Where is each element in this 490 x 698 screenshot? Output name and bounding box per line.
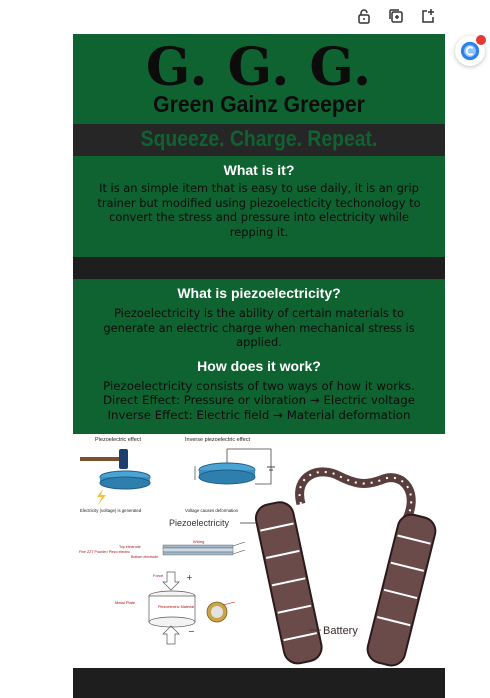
wiring-label: Wiring (193, 539, 205, 544)
hero-banner (73, 34, 445, 124)
battery-label: Battery (323, 625, 358, 637)
product-name: Green Gainz Greeper (153, 91, 365, 117)
force-arrow-icon (163, 572, 179, 590)
share-button[interactable] (418, 6, 438, 26)
duplicate-button[interactable] (386, 6, 406, 26)
what-is-it-section (73, 156, 445, 257)
layer-label: Top electrode (119, 545, 141, 549)
section-title: What is piezoelectricity? (177, 285, 341, 301)
layer-label: Bottom electrode (131, 555, 159, 559)
notification-badge (476, 35, 486, 45)
force-label: Force (153, 573, 164, 578)
how-line: Direct Effect: Pressure or vibration → Electric voltage (102, 393, 416, 407)
how-line: Inverse Effect: Electric field → Material deformation (107, 407, 411, 422)
direct-effect-label: Piezoelectric effect (95, 437, 142, 443)
how-line: Piezoelectricity consists of two ways of how it works. (103, 378, 415, 393)
inverse-caption: Voltage causes deformation (185, 508, 239, 513)
poster[interactable] (73, 34, 445, 698)
svg-text:+: + (186, 573, 193, 582)
inverse-effect-label: Inverse piezoelectric effect (185, 437, 251, 443)
lightning-icon (97, 489, 106, 505)
hammer-head-icon (119, 449, 128, 469)
spring-coil-icon (300, 472, 412, 526)
assistant-button[interactable] (455, 36, 485, 66)
tagline: Squeeze. Charge. Repeat. (140, 126, 378, 151)
piezo-diagram (73, 434, 445, 668)
svg-text:−: − (188, 627, 195, 636)
piezoelectricity-label: Piezoelectricity (169, 518, 230, 528)
poster-footer (73, 668, 445, 698)
material-label: Piezoelectric Material (158, 605, 195, 609)
metal-plate-label: Metal Plate (115, 600, 136, 605)
direct-caption: Electricity (voltage) is generated (80, 508, 142, 513)
grip-trainer-image (253, 472, 438, 668)
logo-text: G. G. G. (145, 37, 373, 98)
layer-label: Fine ZZT Powder/ Piezo electric (79, 550, 131, 554)
section-title: What is it? (223, 162, 295, 178)
handle-right (365, 512, 439, 668)
section-body: It is an simple item that is easy to use daily, it is an grip trainer but modified using piezoelecticity techonology to convert the stress and pressure into electricity while repping it. (97, 181, 421, 239)
share-icon (420, 8, 436, 24)
tagline-band (73, 124, 445, 156)
piezo-section (73, 279, 445, 434)
lock-icon (356, 8, 372, 24)
duplicate-icon (388, 8, 404, 24)
lock-button[interactable] (354, 6, 374, 26)
section-title: How does it work? (197, 357, 321, 374)
section-body: Piezoelectricity is the ability of certain materials to generate an electric charge when mechanical stress is applied. (103, 306, 415, 349)
diagram-image (73, 434, 445, 668)
hammer-handle-icon (80, 457, 122, 461)
top-toolbar (354, 6, 438, 26)
